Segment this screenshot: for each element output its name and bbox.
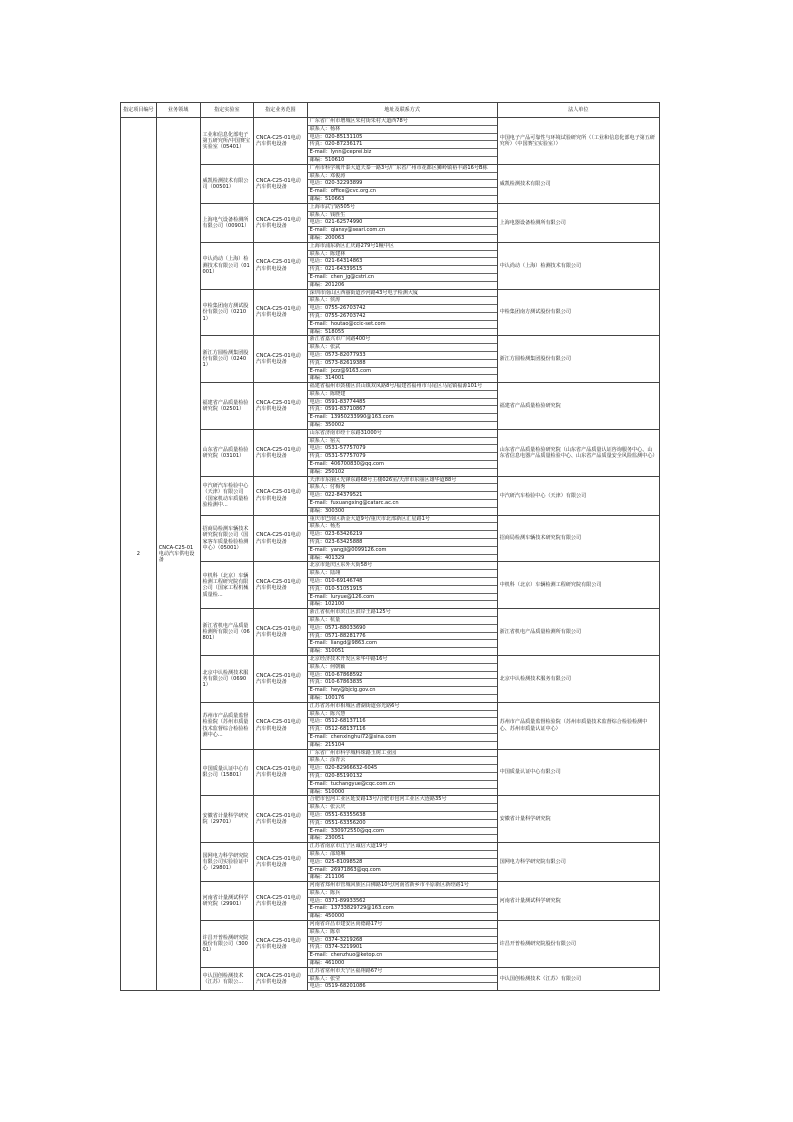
contact-line: 传真：0512-68137116 xyxy=(308,726,497,734)
contact-line: 电话：020-82966632-6045 xyxy=(308,765,497,773)
lab-name-cell: 北京中认检测技术服务有限公司（06901） xyxy=(200,655,254,702)
legal-entity-cell: 福建省产品质量检验研究院 xyxy=(497,383,659,430)
lab-name-cell: 上海电气设备检测所有限公司（00901） xyxy=(200,203,254,242)
table-row xyxy=(121,476,660,515)
legal-entity-cell: 中认尚动（上海）检测技术有限公司 xyxy=(497,242,659,289)
contact-line: 电话：0512-68137116 xyxy=(308,718,497,726)
contact-line: E-mail：chenzhuo@ketop.cn xyxy=(308,952,497,960)
table-row xyxy=(121,702,660,749)
lab-name-cell: 工业和信息化部电子第五研究所/中国赛宝实验室（05401） xyxy=(200,118,254,165)
legal-entity-cell: 中国电子产品可靠性与环境试验研究所（（工业和信息化部电子第五研究所）（中国赛宝实验室）） xyxy=(497,118,659,165)
contact-cell xyxy=(307,289,497,336)
contact-line: 邮编：100176 xyxy=(309,694,345,701)
lab-name-cell: 中检集团南方测试股份有限公司（02101） xyxy=(200,289,254,336)
contact-line: 邮编：250102 xyxy=(309,468,345,475)
scope-cell: CNCA-C25-01电动汽车供电设备 xyxy=(254,289,308,336)
contact-line: 电话：022-84379521 xyxy=(308,492,497,500)
contact-line: 浙江省杭州市滨江区滨岸王路125号 xyxy=(308,609,497,617)
table-row xyxy=(121,203,660,242)
header-scope: 指定业务范围 xyxy=(254,103,308,118)
lab-name-cell: 许昌开普检测研究院股份有限公司（30001） xyxy=(200,921,254,968)
contact-line: 联系人：陈兴慧 xyxy=(308,711,497,719)
legal-entity-cell: 许昌开普检测研究院股份有限公司 xyxy=(497,921,659,968)
contact-line: 邮编：510000 xyxy=(309,788,345,795)
contact-cell xyxy=(307,843,497,882)
contact-line: 上海市武宁路505号 xyxy=(308,204,497,212)
contact-cell xyxy=(307,429,497,476)
table-row xyxy=(121,609,660,656)
contact-line: 电话：021-62574990 xyxy=(308,219,497,227)
legal-entity-cell: 中国质量认证中心有限公司 xyxy=(497,749,659,796)
scope-cell: CNCA-C25-01电动汽车供电设备 xyxy=(254,882,308,921)
contact-line: E-mail：13733829729@163.com xyxy=(308,905,497,913)
scope-cell: CNCA-C25-01电动汽车供电设备 xyxy=(254,164,308,203)
contact-cell xyxy=(307,967,497,990)
scope-cell: CNCA-C25-01电动汽车供电设备 xyxy=(254,562,308,609)
table-row xyxy=(121,843,660,882)
scope-cell: CNCA-C25-01电动汽车供电设备 xyxy=(254,336,308,383)
table-row xyxy=(121,655,660,702)
contact-line: 联系人：钱胜生 xyxy=(308,212,497,220)
contact-line: 广东省广州市增城区朱村街朱村大道西78号 xyxy=(308,118,497,126)
contact-line: 传真：0591-83710867 xyxy=(308,406,497,414)
contact-line: E-mail：26971863@qq.com xyxy=(308,867,497,875)
contact-line: 联系人：陈晓建 xyxy=(308,391,497,399)
contact-line: 邮编：300300 xyxy=(309,507,345,514)
project-number-cell: 2 xyxy=(121,118,157,991)
lab-name-cell: 河南省计量测试科学研究院（29901） xyxy=(200,882,254,921)
contact-line: 北京市延庆区东外大街58号 xyxy=(308,562,497,570)
scope-cell: CNCA-C25-01电动汽车供电设备 xyxy=(254,203,308,242)
contact-line: 邮编：461000 xyxy=(309,960,345,967)
contact-line: 电话：020-32293899 xyxy=(308,180,497,188)
scope-cell: CNCA-C25-01电动汽车供电设备 xyxy=(254,655,308,702)
contact-line: 联系人：侯涛 xyxy=(308,297,497,305)
contact-cell xyxy=(307,749,497,796)
scope-cell: CNCA-C25-01电动汽车供电设备 xyxy=(254,242,308,289)
contact-line: 电话：0371-89933562 xyxy=(308,898,497,906)
contact-line: 联系人：杨杰 xyxy=(308,523,497,531)
table-row xyxy=(121,118,660,165)
contact-cell xyxy=(307,383,497,430)
contact-line: 合肥市包河工业区延安路13号/合肥市包河工业区大连路35号 xyxy=(308,796,497,804)
scope-cell: CNCA-C25-01电动汽车供电设备 xyxy=(254,609,308,656)
table-row xyxy=(121,242,660,289)
lab-name-cell: 中汽研汽车检验中心（天津）有限公司（国家机动车质量检验检测中... xyxy=(200,476,254,515)
contact-line: 传真：0551-63356200 xyxy=(308,820,497,828)
scope-cell: CNCA-C25-01电动汽车供电设备 xyxy=(254,429,308,476)
contact-line: 电话：010-67868592 xyxy=(308,672,497,680)
contact-cell xyxy=(307,515,497,562)
table-row xyxy=(121,562,660,609)
scope-cell: CNCA-C25-01电动汽车供电设备 xyxy=(254,383,308,430)
contact-line: 联系人：陈卓 xyxy=(308,929,497,937)
contact-line: 邮编：230051 xyxy=(309,835,345,842)
legal-entity-cell: 中汽研汽车检验中心（天津）有限公司 xyxy=(497,476,659,515)
contact-line: E-mail：jxzz@9163.com xyxy=(308,368,497,376)
contact-line: 河南省郑州市管城回族区白佛路10号/河南省新乡市平原新区新经路1号 xyxy=(308,882,497,890)
contact-line: 邮编：200063 xyxy=(309,234,345,241)
legal-entity-cell: 威凯检测技术有限公司 xyxy=(497,164,659,203)
lab-name-cell: 中机科（北京）车辆检测工程研究院有限公司（国家工程机械质量检... xyxy=(200,562,254,609)
contact-cell xyxy=(307,702,497,749)
contact-line: 邮编：518055 xyxy=(309,328,345,335)
legal-entity-cell: 北京中认检测技术服务有限公司 xyxy=(497,655,659,702)
legal-entity-cell: 中认国创检测技术（江苏）有限公司 xyxy=(497,967,659,990)
contact-line: 电话：0531-57757079 xyxy=(308,445,497,453)
table-row xyxy=(121,882,660,921)
contact-line: 联系人：陈兵 xyxy=(308,890,497,898)
contact-line: 传真：0374-3219901 xyxy=(308,944,497,952)
contact-line: 电话：0571-88033690 xyxy=(308,625,497,633)
contact-line: 传真：020-87236171 xyxy=(308,141,497,149)
scope-cell: CNCA-C25-01电动汽车供电设备 xyxy=(254,515,308,562)
contact-line: 电话：021-64314863 xyxy=(308,258,497,266)
contact-line: E-mail：liangd@9863.com xyxy=(308,640,497,648)
legal-entity-cell: 招商局检测车辆技术研究院有限公司 xyxy=(497,515,659,562)
contact-line: 邮编：401329 xyxy=(309,554,345,561)
contact-line: 传真：020-85190132 xyxy=(308,773,497,781)
table-row xyxy=(121,796,660,843)
contact-line: E-mail：office@cvc.org.cn xyxy=(308,188,497,196)
contact-cell xyxy=(307,882,497,921)
contact-line: 电话：0374-3219268 xyxy=(308,937,497,945)
legal-entity-cell: 中检集团南方测试股份有限公司 xyxy=(497,289,659,336)
contact-line: 邮编：215104 xyxy=(309,741,345,748)
contact-line: 广州市科学城开泰大道天泰一路3号/广东省广州市花都区狮岭镇裕丰路16号B栋 xyxy=(308,165,497,173)
contact-line: 联系人：付梅秀 xyxy=(308,484,497,492)
header-lab: 指定实验室 xyxy=(200,103,254,118)
contact-line: 联系人：邵琦琳 xyxy=(308,851,497,859)
lab-name-cell: 中认尚动（上海）检测技术有限公司（01001） xyxy=(200,242,254,289)
contact-line: 重庆市巴南区新金大道9号/重庆市北部新区汇星路1号 xyxy=(308,516,497,524)
contact-line: 邮编：510663 xyxy=(309,195,345,202)
contact-line: E-mail：yangji@0099126.com xyxy=(308,547,497,555)
contact-line: 天津市东丽区先锋东路68号主楼026室/天津市东丽区雄华道88号 xyxy=(308,477,497,485)
scope-cell: CNCA-C25-01电动汽车供电设备 xyxy=(254,476,308,515)
contact-line: E-mail：13950233990@163.com xyxy=(308,414,497,422)
contact-line: 电话：0591-83774485 xyxy=(308,399,497,407)
contact-line: 电话：010-69146748 xyxy=(308,578,497,586)
lab-name-cell: 福建省产品质量检验研究院（02501） xyxy=(200,383,254,430)
contact-line: E-mail：tuchangyue@cqc.com.cn xyxy=(308,781,497,789)
contact-line: 传真：0755-26703742 xyxy=(308,313,497,321)
legal-entity-cell: 安徽省计量科学研究院 xyxy=(497,796,659,843)
contact-line: 深圳市南山区西丽街道沙河路43号电子检测大厦 xyxy=(308,290,497,298)
contact-line: 邮编：310051 xyxy=(309,648,345,655)
contact-cell xyxy=(307,562,497,609)
contact-line: 上海市浦东新区汇庆路279号1幢中区 xyxy=(308,243,497,251)
contact-line: 传真：0573-82619388 xyxy=(308,360,497,368)
contact-line: 浙江省嘉兴市广同路400号 xyxy=(308,336,497,344)
table-row xyxy=(121,383,660,430)
contact-line: 邮编：201206 xyxy=(309,281,345,288)
table-row xyxy=(121,164,660,203)
contact-line: 邮编：102100 xyxy=(309,601,345,608)
lab-name-cell: 安徽省计量科学研究院（29701） xyxy=(200,796,254,843)
contact-line: 邮编：314001 xyxy=(309,375,345,382)
header-corp: 法人单位 xyxy=(497,103,659,118)
contact-line: 传真：0571-88281776 xyxy=(308,633,497,641)
contact-line: 联系人：杨林 xyxy=(308,126,497,134)
contact-line: 联系人：何朝颖 xyxy=(308,664,497,672)
table-row xyxy=(121,336,660,383)
lab-name-cell: 招商局检测车辆技术研究院有限公司（国家客车质量检验检测中心）（05001） xyxy=(200,515,254,562)
contact-line: 邮编：350002 xyxy=(309,422,345,429)
scope-cell: CNCA-C25-01电动汽车供电设备 xyxy=(254,796,308,843)
contact-cell xyxy=(307,655,497,702)
contact-line: 传真：023-63425888 xyxy=(308,539,497,547)
legal-entity-cell: 国网电力科学研究院有限公司 xyxy=(497,843,659,882)
legal-entity-cell: 河南省计量测试科学研究院 xyxy=(497,882,659,921)
table-row xyxy=(121,749,660,796)
scope-cell: CNCA-C25-01电动汽车供电设备 xyxy=(254,843,308,882)
contact-line: 邮编：450000 xyxy=(309,913,345,920)
contact-line: E-mail：chen_jg@cstri.cn xyxy=(308,274,497,282)
table-row xyxy=(121,515,660,562)
scope-cell: CNCA-C25-01电动汽车供电设备 xyxy=(254,118,308,165)
contact-line: 传真：010-51051915 xyxy=(308,586,497,594)
contact-line: 联系人：宿关 xyxy=(308,438,497,446)
contact-line: 江苏省南京市江宁区诚信大道19号 xyxy=(308,843,497,851)
lab-name-cell: 威凯检测技术有限公司（00501） xyxy=(200,164,254,203)
lab-name-cell: 浙江方圆检测集团股份有限公司（02401） xyxy=(200,336,254,383)
contact-line: E-mail：406700830@qq.com xyxy=(308,461,497,469)
lab-name-cell: 中国质量认证中心有限公司（15801） xyxy=(200,749,254,796)
contact-line: 电话：023-63426219 xyxy=(308,531,497,539)
contact-line: 联系人：涂青云 xyxy=(308,757,497,765)
contact-line: 联系人：陈建林 xyxy=(308,251,497,259)
header-row xyxy=(121,103,660,118)
contact-line: 邮编：211106 xyxy=(309,874,345,881)
business-domain-cell: CNCA-C25-01电动汽车供电设备 xyxy=(156,118,200,991)
contact-line: E-mail：luryue@126.com xyxy=(308,594,497,602)
contact-line: E-mail：lynn@ceprei.biz xyxy=(308,149,497,157)
lab-name-cell: 苏州市产品质量监督检验院（苏州市质量技术监督综合检验检测中心... xyxy=(200,702,254,749)
scope-cell: CNCA-C25-01电动汽车供电设备 xyxy=(254,921,308,968)
contact-line: E-mail：hey@bjcig.gov.cn xyxy=(308,687,497,695)
legal-entity-cell: 上海电器设备检测所有限公司 xyxy=(497,203,659,242)
contact-line: 联系人：张莹 xyxy=(308,976,497,984)
contact-cell xyxy=(307,336,497,383)
contact-line: E-mail：fuxuangxing@catarc.ac.cn xyxy=(308,500,497,508)
lab-name-cell: 中认国创检测技术（江苏）有限公... xyxy=(200,967,254,990)
lab-list-table xyxy=(120,102,660,991)
contact-cell xyxy=(307,796,497,843)
contact-line: 传真：021-64339515 xyxy=(308,266,497,274)
contact-cell xyxy=(307,164,497,203)
lab-name-cell: 国网电力科学研究院有限公司实验验证中心（29801） xyxy=(200,843,254,882)
legal-entity-cell: 浙江方圆检测集团股份有限公司 xyxy=(497,336,659,383)
contact-line: 传真：0531-57757079 xyxy=(308,453,497,461)
scope-cell: CNCA-C25-01电动汽车供电设备 xyxy=(254,702,308,749)
contact-line: 电话：020-85131105 xyxy=(308,134,497,142)
legal-entity-cell: 浙江省机电产品质量检测所有限公司 xyxy=(497,609,659,656)
contact-line: 联系人：张武 xyxy=(308,344,497,352)
contact-line: E-mail：chenxinghui72@sina.com xyxy=(308,734,497,742)
table-row xyxy=(121,967,660,990)
contact-line: 联系人：张云庆 xyxy=(308,804,497,812)
contact-line: 联系人：邓俊涛 xyxy=(308,173,497,181)
lab-name-cell: 山东省产品质量检验研究院（03101） xyxy=(200,429,254,476)
contact-line: 江苏省常州市天宁区福翔路67号 xyxy=(308,968,497,976)
contact-line: 联系人：杭量 xyxy=(308,617,497,625)
contact-line: 福建省福州市鼓楼区洪山镇双凤路8号/福建省福州市马尾区马尾镇福源101号 xyxy=(308,383,497,391)
contact-line: 电话：0519-68201086 xyxy=(309,983,366,990)
contact-line: 传真：010-67863835 xyxy=(308,679,497,687)
contact-line: 电话：025-81098528 xyxy=(308,859,497,867)
table-body xyxy=(121,118,660,991)
contact-line: E-mail：330972550@qq.com xyxy=(308,828,497,836)
table-row xyxy=(121,921,660,968)
legal-entity-cell: 苏州市产品质量监督检验院（苏州市质量技术监督综合检验检测中心、苏州市质量认证中心） xyxy=(497,702,659,749)
contact-line: 联系人：陆翊 xyxy=(308,570,497,578)
header-contact: 地址及联系方式 xyxy=(307,103,497,118)
contact-line: 电话：0755-26703742 xyxy=(308,305,497,313)
lab-name-cell: 浙江省机电产品质量检测所有限公司（06801） xyxy=(200,609,254,656)
contact-line: 北京经济技术开发区荣华中路16号 xyxy=(308,656,497,664)
contact-line: E-mail：qiansy@seari.com.cn xyxy=(308,227,497,235)
legal-entity-cell: 山东省产品质量检验研究院（山东省产品质量认证咨询服务中心、山东省信息电器产品质量检验中心、山东省产品质量安全风险监测中心） xyxy=(497,429,659,476)
contact-line: 邮编：510610 xyxy=(309,156,345,163)
header-seq: 指定项目编号 xyxy=(121,103,157,118)
header-domain: 业务领域 xyxy=(156,103,200,118)
contact-line: 电话：0551-63355638 xyxy=(308,812,497,820)
legal-entity-cell: 中机科（北京）车辆检测工程研究院有限公司 xyxy=(497,562,659,609)
table-row xyxy=(121,429,660,476)
contact-cell xyxy=(307,118,497,165)
contact-cell xyxy=(307,921,497,968)
contact-line: E-mail：houtao@ccic-set.com xyxy=(308,321,497,329)
contact-cell xyxy=(307,203,497,242)
scope-cell: CNCA-C25-01电动汽车供电设备 xyxy=(254,967,308,990)
contact-cell xyxy=(307,242,497,289)
contact-line: 广东省广州市科学城科珠路玉树工业园 xyxy=(308,750,497,758)
contact-line: 河南省许昌市建安区尚德路17号 xyxy=(308,921,497,929)
scope-cell: CNCA-C25-01电动汽车供电设备 xyxy=(254,749,308,796)
contact-line: 山东省济南市经十东路31000号 xyxy=(308,430,497,438)
contact-line: 电话：0573-82077933 xyxy=(308,352,497,360)
table-row xyxy=(121,289,660,336)
contact-line: 江苏省苏州市相城区漕湖街道弥光路6号 xyxy=(308,703,497,711)
contact-cell xyxy=(307,609,497,656)
contact-cell xyxy=(307,476,497,515)
